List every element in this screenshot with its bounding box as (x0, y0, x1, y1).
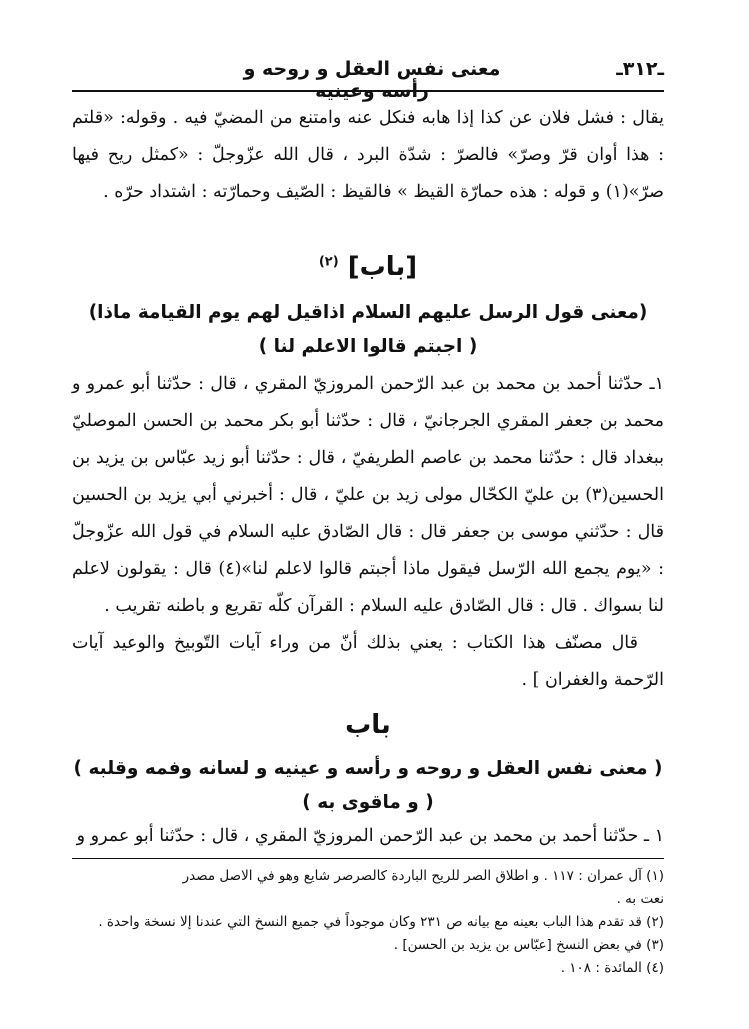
hadith-paragraph-1: ١ـ حدّثنا أحمد بن محمد بن عبد الرّحمن المروزيّ المقري ، قال : حدّثنا أبو عمرو و محمد بن جعفر المقري الجرجانيّ ، قال : حدّثنا أبو بكر محمد بن الحسن الموصليّ ببغداد قال : حدّثنا محمد بن عاصم الطريفيّ ، قال : حدّثنا أبو زيد عبّاس بن يزيد بن الحسين(٣) بن عليّ الكحّال مولى زيد بن عليّ ، قال : أخبرني أبي يزيد بن الحسين قال : حدّثني موسى بن جعفر قال : قال الصّادق عليه السلام في قول الله عزّوجلّ : «يوم يجمع الله الرّسل فيقول ماذا أجبتم قالوا لاعلم لنا»(٤) قال : يقولون لاعلم لنا بسواك . قال : قال الصّادق عليه السلام : القرآن كلّه تقريع و باطنه تقريب . (72, 374, 664, 616)
footnote-line: (٣) في بعض النسخ [عبّاس بن يزيد بن الحسن] . (393, 937, 664, 953)
footnotes (72, 858, 664, 980)
bab-title-text: [باب] (347, 252, 418, 282)
heading-line: ( معنى نفس العقل و روحه و رأسه و عينيه و لسانه وفمه وقلبه ) (73, 758, 663, 779)
page-number: ـ٣١٢ـ (616, 58, 664, 80)
bab-title-text: باب (345, 710, 391, 740)
footnote-line: (٤) المائدة : ١٠٨ . (560, 960, 664, 976)
section-heading-2 (72, 752, 664, 820)
heading-line: ( و ماقوى به ) (302, 792, 434, 813)
footnote-line: نعت به . (616, 891, 664, 907)
footnote-ref: (٢) (318, 254, 339, 270)
hadith-paragraph-2: ١ ـ حدّثنا أحمد بن محمد بن عبد الرّحمن المروزيّ المقري ، قال : حدّثنا أبو عمرو و (76, 826, 664, 846)
section-title-bab-1 (72, 252, 664, 282)
author-note: قال مصنّف هذا الكتاب : يعني بذلك أنّ من وراء آيات التّوبيخ والوعيد آيات الرّحمة والغفران ] . (72, 633, 664, 690)
footnote-line: (١) آل عمران : ١١٧ . و اطلاق الصر للريح الباردة كالصرصر شايع وهو في الاصل مصدر (182, 868, 664, 884)
running-title: معنى نفس العقل و روحه و رأسه وعينيه (243, 58, 501, 102)
section-heading-1 (72, 296, 664, 364)
heading-line: ( اجبتم قالوا الاعلم لنا ) (258, 336, 478, 357)
top-paragraph: يقال : فشل فلان عن كذا إذا هابه فنكل عنه وامتنع من المضيّ فيه . وقوله: «قلتم : هذا أوان قرّ وصرّ» فالصرّ : شدّة البرد ، قال الله عزّوجلّ : «كمثل ريح فيها صرّ»(١) و قوله : هذه حمارّة القيظ » فالقيظ : الصّيف وحمارّته : اشتداد حرّه . (72, 108, 664, 202)
page-header (72, 52, 664, 102)
section-title-bab-2 (72, 710, 664, 740)
heading-line: (معنى قول الرسل عليهم السلام اذاقيل لهم يوم القيامة ماذا) (88, 302, 648, 323)
footnote-line: (٢) قد تقدم هذا الباب بعينه مع بيانه ص ٢٣١ وكان موجوداً في جميع النسخ التي عندنا إلا نسخة واحدة . (98, 914, 664, 930)
